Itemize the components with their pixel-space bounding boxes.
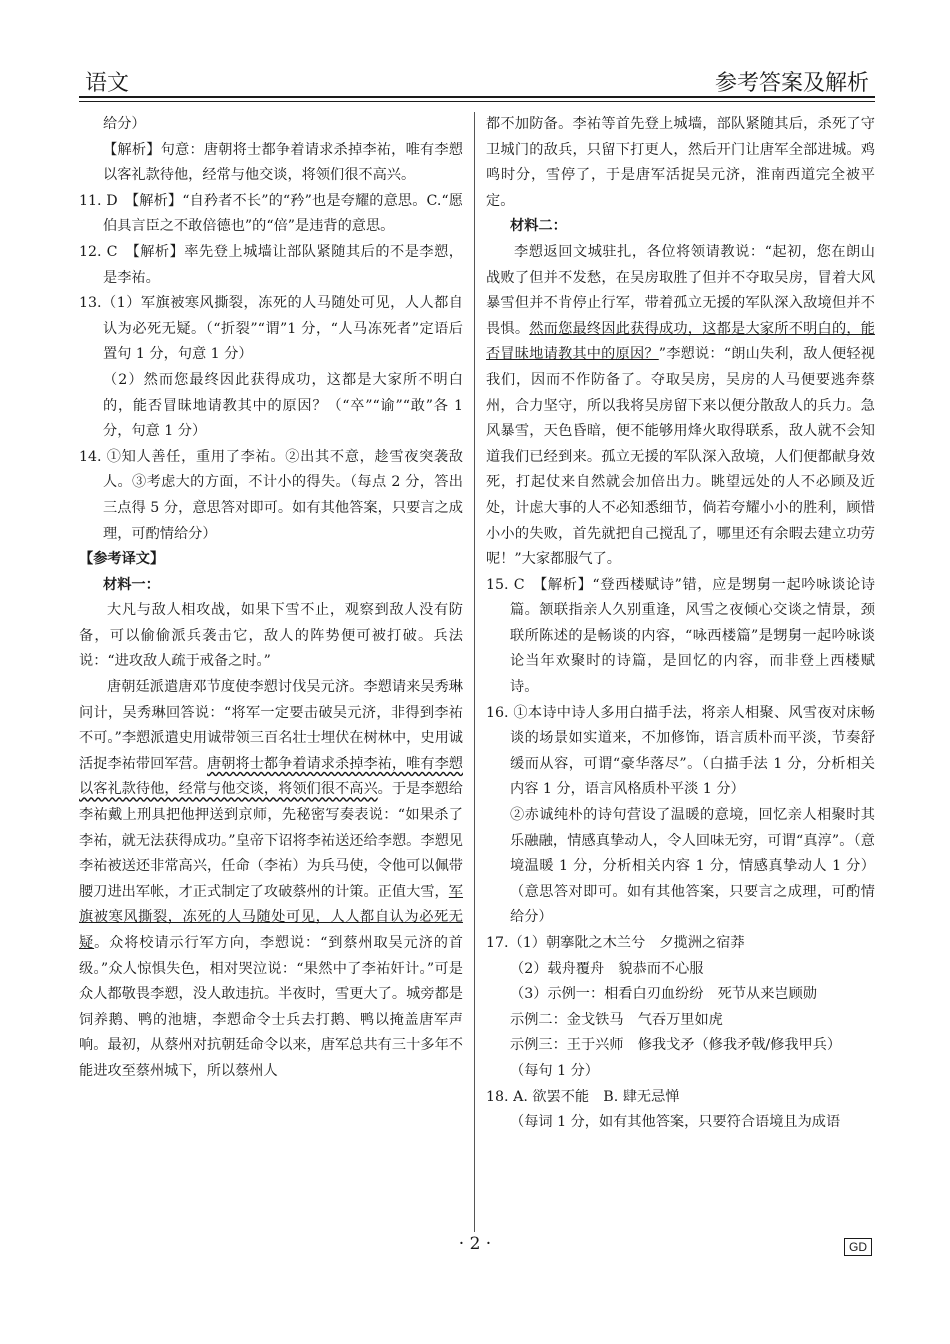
answer-17-line3: （3）示例一：相看白刃血纷纷 死节从来岂顾勋 — [510, 986, 817, 1003]
answer-14: 14. ①知人善任，重用了李祐。②出其不意，趁雪夜突袭敌人。③考虑大的方面，不计小的得失。（每点 2 分，答出三点得 5 分，意思答对即可。如有其他答案，只要言之成理，可酌情给分） — [79, 448, 463, 542]
right-column — [486, 112, 875, 1136]
answer-17-scoring: （每句 1 分） — [510, 1062, 599, 1079]
answer-16-part1: 16. ①本诗中诗人多用白描手法，将亲人相聚、风雪夜对床畅谈的场景如实道来，不加修饰，语言质朴而平淡，节奏舒缓而从容，可谓“豪华落尽”。（白描手法 1 分，分析相关内容 1 分，语言风格质朴平淡 1 分） — [486, 704, 875, 798]
translation-text: 唐朝廷派遣唐邓节度使李愬讨伐吴元济。李愬请来吴秀琳问计，吴秀琳回答说：“将军一定要击破吴元济，非得到李祐不可。”李愬派遣史用诚带领三百名壮士埋伏在树林中，史用诚活捉李祐带回军营。 — [79, 679, 463, 772]
header-rule-thin — [79, 101, 875, 102]
material-two-paragraph — [486, 240, 875, 573]
answer-12: 12. C 【解析】率先登上城墙让部队紧随其后的不是李愬，是李祐。 — [79, 243, 463, 286]
material-one-paragraph-2 — [79, 675, 463, 1085]
translation-text: ”李愬说：“朗山失利，敌人便轻视我们，因而不作防备了。夺取吴房，吴房的人马便要逃奔蔡州，合力坚守，所以我将吴房留下来以便分散敌人的兵力。急风暴雪，天色昏暗，便不能够用烽火取得联系，敌人就不会知道我们已经到来。孤立无援的军队深入敌境，人们便都献身效死，打起仗来自然就会加倍出力。眺望远处的人不必顾及近处，计虑大事的人不必知悉细节，倘若夸耀小小的胜利，顾惜小小的失败，首先就把自己搅乱了，哪里还有余暇去建立功劳呢！”大家都服气了。 — [486, 346, 875, 568]
translation-text: 李愬返回文城驻扎，各位将领请教说：“起初，您在朗山战败了但并不发愁，在吴房取胜了但并不夺取吴房，冒着大风暴雪但并不肯停止行军，带着孤立无援的军队深入敌境但并不畏惧。 — [486, 243, 875, 337]
header-rule-thick — [79, 96, 875, 98]
page-header — [79, 62, 875, 98]
column-divider — [474, 112, 475, 1232]
answer-18: 18. A. 欲罢不能 B. 肆无忌惮 — [486, 1088, 680, 1105]
answer-16-part2: ②赤诚纯朴的诗句营设了温暖的意境，回忆亲人相聚时其乐融融，情感真挚动人，令人回味无穷，可谓“真淳”。（意境温暖 1 分，分析相关内容 1 分，情感真挚动人 1 分）（意思答对即可。如有其他答案，只要言之成理，可酌情给分） — [510, 807, 875, 926]
answer-18-scoring: （每词 1 分，如有其他答案，只要符合语境且为成语 — [510, 1114, 841, 1131]
document-title: 参考答案及解析 — [714, 71, 869, 96]
continued-text: 给分） — [103, 116, 146, 132]
answer-17-line5: 示例三：王于兴师 修我戈矛（修我矛戟/修我甲兵） — [510, 1037, 842, 1054]
answer-15: 15. C 【解析】“登西楼赋诗”错，应是甥舅一起吟咏谈论诗篇。颔联指亲人久别重逢，风雪之夜倾心交谈之情景，颈联所陈述的是畅谈的内容，“咏西楼篇”是甥舅一起吟咏谈论当年欢聚时的诗篇，是回忆的内容，而非登上西楼赋诗。 — [486, 576, 875, 696]
underlined-sentence: 然而您最终因此获得成功，这都是大家所不明白的，能否冒昧地请教其中的原因？ — [486, 320, 875, 363]
material-one-paragraph-1: 大凡与敌人相攻战，如果下雪不止，观察到敌人没有防备，可以偷偷派兵袭击它，敌人的阵势便可被打破。兵法说：“进攻敌人疏于戒备之时。” — [79, 602, 463, 670]
edition-code-badge: GD — [844, 1238, 872, 1256]
wavy-underlined-sentence: 唐朝将士都争着请求杀掉李祐，唯有李愬以客礼款待他，经常与他交谈，将领们很不高兴 — [79, 755, 463, 798]
translation-heading: 【参考译文】 — [79, 551, 165, 568]
translation-text: 。众将校请示行军方向，李愬说：“到蔡州取吴元济的首级。”众人惊惧失色，相对哭泣说：“果然中了李祐奸计。”可是众人都敬畏李愬，没人敢违抗。半夜时，雪更大了。城旁都是饲养鹅、鸭的池塘，李愬命令士兵去打鹅、鸭以掩盖唐军声响。最初，从蔡州对抗朝廷命令以来，唐军总共有三十多年不能进攻至蔡州城下，所以蔡州人 — [79, 935, 463, 1079]
page-number: · 2 · — [458, 1234, 492, 1254]
material-two-heading: 材料二： — [510, 218, 567, 235]
answer-17-line4: 示例二：金戈铁马 气吞万里如虎 — [510, 1011, 723, 1028]
answer-17-line1: 17.（1）朝搴阰之木兰兮 夕揽洲之宿莽 — [486, 935, 745, 951]
underlined-sentence: 军旗被寒风撕裂，冻死的人马随处可见，人人都自认为必死无疑 — [79, 883, 463, 951]
translation-text: 。于是李愬给李祐戴上刑具把他押送到京师，先秘密写奏表说：“如果杀了李祐，就无法获得成功。”皇帝下诏将李祐送还给李愬。李愬见李祐被送还非常高兴，任命（李祐）为兵马使，令他可以佩带腰刀进出军帐，才正式制定了攻破蔡州的计策。正值大雪， — [79, 781, 463, 900]
answer-13-part2: （2）然而您最终因此获得成功，这都是大家所不明白的，能否冒昧地请教其中的原因？（“卒”“谕”“敢”各 1 分，句意 1 分） — [103, 371, 463, 440]
subject-label: 语文 — [85, 71, 130, 96]
material-one-continued: 都不加防备。李祐等首先登上城墙，部队紧随其后，杀死了守卫城门的敌兵，只留下打更人，然后开门让唐军全部进城。鸡鸣时分，雪停了，于是唐军活捉吴元济，淮南西道完全被平定。 — [486, 116, 875, 209]
left-column — [79, 112, 463, 1085]
analysis-paragraph: 【解析】句意：唐朝将士都争着请求杀掉李祐，唯有李愬以客礼款待他，经常与他交谈，将领们很不高兴。 — [103, 141, 463, 184]
answer-17-line2: （2）载舟覆舟 貌恭而不心服 — [510, 960, 704, 977]
material-one-heading: 材料一： — [103, 576, 160, 593]
answer-13-part1: 13.（1）军旗被寒风撕裂，冻死的人马随处可见，人人都自认为必死无疑。（“折裂”“谓”1 分，“人马冻死者”定语后置句 1 分，句意 1 分） — [79, 295, 463, 363]
answer-11: 11. D 【解析】“自矜者不长”的“矜”也是夸耀的意思。C.“愿伯具言臣之不敢倍德也”的“倍”是违背的意思。 — [79, 192, 463, 235]
